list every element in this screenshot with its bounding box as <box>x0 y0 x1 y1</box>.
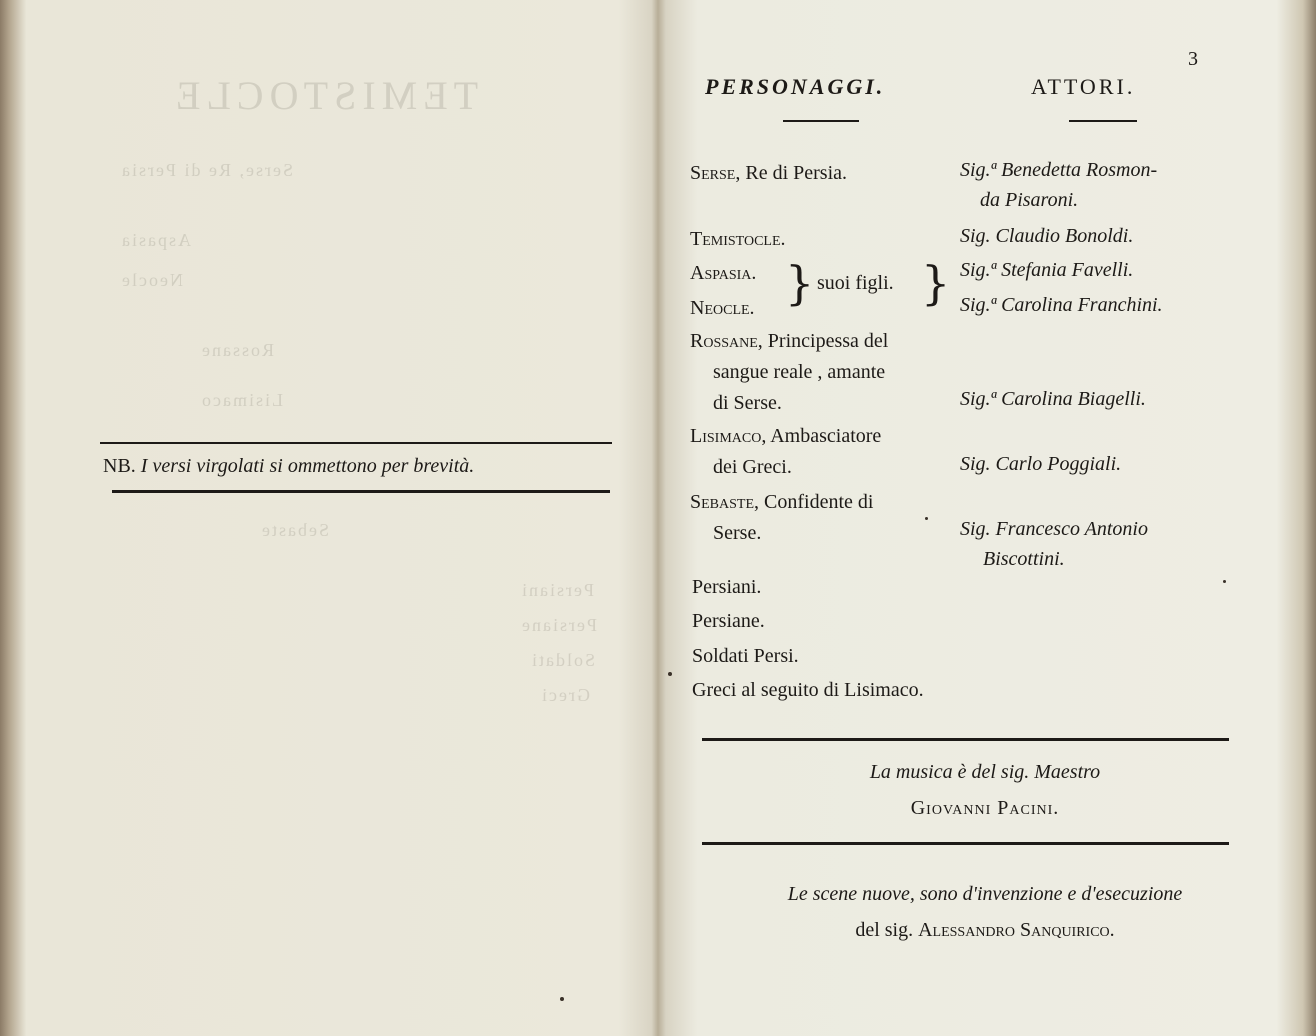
chorus-item: Persiani. <box>692 576 762 598</box>
page-number: 3 <box>1188 48 1198 70</box>
nb-text: I versi virgolati si ommettono per brevità. <box>140 455 475 477</box>
role-name: Rossane <box>690 330 758 352</box>
actor-aspasia: Sig.ª Stefania Favelli. <box>960 259 1134 281</box>
role-name: Aspasia. <box>690 262 757 284</box>
paper-speck <box>1223 580 1226 583</box>
role-description: , Confidente di <box>754 491 874 513</box>
bleed-through-line: Soldati <box>530 650 596 670</box>
paper-speck <box>560 997 564 1001</box>
bleed-through-line: Persiani <box>520 580 594 600</box>
role-name: Serse <box>690 162 736 184</box>
credits-top-rule <box>702 738 1229 741</box>
bleed-through-line: Neocle <box>120 270 183 290</box>
bleed-through-line: Aspasia <box>120 230 191 250</box>
role-description: , Principessa del <box>757 330 889 352</box>
role-name: Neocle. <box>690 297 755 319</box>
actors-column-header-text: ATTORI. <box>1031 74 1136 99</box>
scenery-credit-text: Le scene nuove, sono d'invenzione e d'esecuzione <box>787 883 1183 905</box>
actor-neocle: Sig.ª Carolina Franchini. <box>960 294 1163 316</box>
bleed-through-line: Greci <box>540 685 590 705</box>
composer-name: Giovanni Pacini. <box>910 797 1060 819</box>
role-lisimaco <box>690 421 881 452</box>
actor-serse-cont: da Pisaroni. <box>980 189 1079 211</box>
role-lisimaco-cont: dei Greci. <box>713 456 792 478</box>
bleed-through-line: Lisimaco <box>200 390 283 410</box>
bleed-through-line: Sebaste <box>260 520 329 540</box>
right-brace-icon: } <box>785 256 815 310</box>
nb-bottom-rule <box>112 490 610 493</box>
paper-speck <box>668 672 672 676</box>
actors-header-rule <box>1069 120 1137 122</box>
roles-column-header: PERSONAGGI. <box>705 74 886 99</box>
brace-label: suoi figli. <box>817 272 894 294</box>
role-temistocle <box>690 224 786 255</box>
role-name: Lisimaco <box>690 425 762 447</box>
bleed-through-line: Rossane <box>200 340 274 360</box>
music-credit-line <box>675 756 1295 788</box>
chorus-item: Greci al seguito di Lisimaco. <box>692 679 924 701</box>
role-rossane-cont: sangue reale , amante <box>713 361 886 383</box>
actors-column-header <box>1031 74 1135 100</box>
scenery-prefix: del sig. <box>855 919 914 941</box>
role-description: , Ambasciatore <box>761 425 882 447</box>
paper-speck <box>925 517 928 520</box>
role-aspasia <box>690 258 756 289</box>
nb-label: NB. <box>103 455 136 477</box>
roles-header-rule <box>783 120 859 122</box>
actor-temistocle: Sig. Claudio Bonoldi. <box>960 225 1134 247</box>
left-page <box>0 0 655 1036</box>
actor-lisimaco: Sig. Carlo Poggiali. <box>960 453 1122 475</box>
designer-name: Alessandro Sanquirico. <box>918 919 1115 941</box>
actor-sebaste: Sig. Francesco Antonio <box>960 518 1148 540</box>
scenery-credit-line <box>675 878 1295 910</box>
chorus-item: Persiane. <box>692 610 765 632</box>
bleed-through-title: TEMISTOCLE <box>170 73 479 118</box>
role-sebaste <box>690 487 873 518</box>
scenery-designer-line <box>675 914 1295 946</box>
music-credit-text: La musica è del sig. Maestro <box>869 761 1101 783</box>
role-sebaste-cont: Serse. <box>713 522 762 544</box>
role-description: , Re di Persia. <box>735 162 848 184</box>
credits-bottom-rule <box>702 842 1229 845</box>
nb-note <box>103 455 474 478</box>
right-brace-icon: } <box>921 256 951 310</box>
role-name: Temistocle. <box>690 228 786 250</box>
role-rossane-cont: di Serse. <box>713 392 782 414</box>
nb-top-rule <box>100 442 612 444</box>
actor-serse: Sig.ª Benedetta Rosmon- <box>960 159 1158 181</box>
actor-rossane: Sig.ª Carolina Biagelli. <box>960 388 1146 410</box>
role-serse <box>690 158 847 189</box>
bleed-through-line: Serse, Re di Persia <box>120 160 293 180</box>
chorus-item: Soldati Persi. <box>692 645 799 667</box>
role-name: Sebaste <box>690 491 755 513</box>
role-neocle <box>690 293 755 324</box>
bleed-through-line: Persiane <box>520 615 597 635</box>
right-page <box>655 0 1316 1036</box>
actor-sebaste-cont: Biscottini. <box>983 548 1065 570</box>
role-rossane <box>690 326 888 357</box>
